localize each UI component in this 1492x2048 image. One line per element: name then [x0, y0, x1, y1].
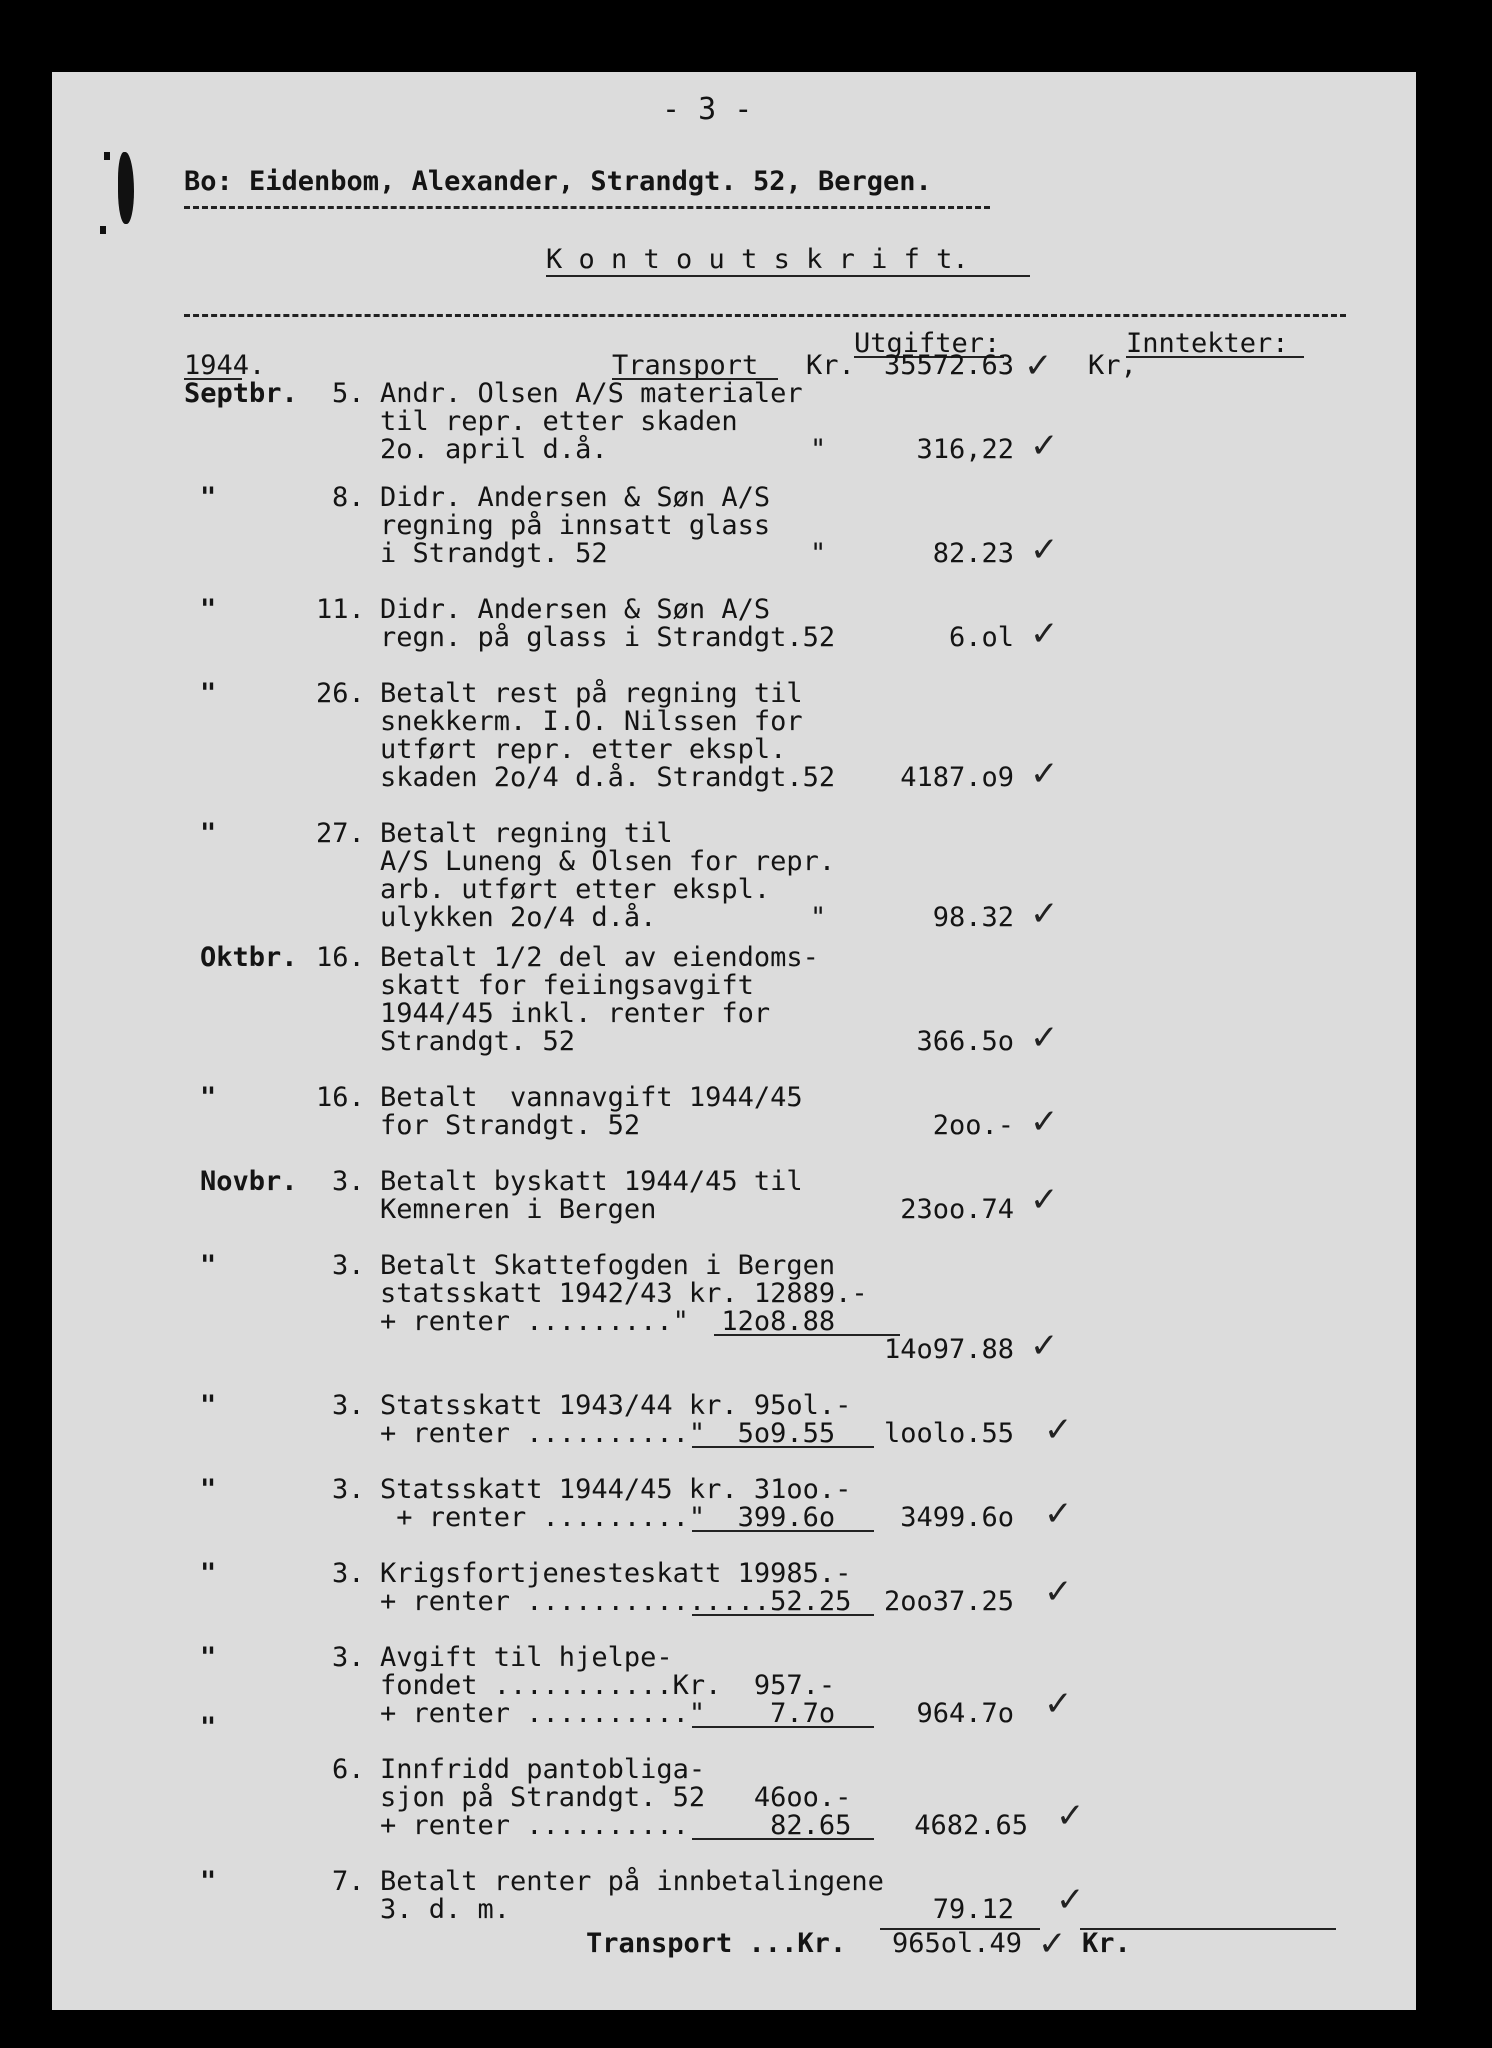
entry-text-line: Betalt renter på innbetalingene: [380, 1866, 884, 1897]
entry-text-line: Andr. Olsen A/S materialer: [380, 378, 803, 409]
subtotal-underline: [692, 1726, 874, 1728]
entry-text-line: + renter .........." 7.7o: [380, 1698, 836, 1729]
entry-text-line: for Strandgt. 52: [380, 1110, 641, 1141]
entry-amount: 2oo.-: [932, 1110, 1014, 1141]
column-header-utgifter: Utgifter:: [854, 328, 1001, 359]
entry-text-line: i Strandgt. 52: [380, 538, 608, 569]
entry-amount: 4187.o9: [900, 762, 1014, 793]
entry-month: ": [200, 1474, 217, 1505]
entry-month: ": [200, 1712, 217, 1743]
check-mark-icon: ✓: [1056, 1880, 1085, 1920]
entry-ditto-mark: ": [810, 902, 827, 933]
subtotal-underline: [692, 1446, 874, 1448]
entry-day: 16.: [316, 1082, 365, 1113]
title-underline: [546, 275, 1030, 277]
check-mark-icon: ✓: [1056, 1796, 1085, 1836]
check-mark-icon: ✓: [1030, 426, 1059, 466]
entry-month: ": [200, 1390, 217, 1421]
transport-close-inntekter-kr: Kr.: [1082, 1928, 1131, 1959]
section-dashed-rule: [184, 314, 1346, 317]
entry-text-line: Betalt regning til: [380, 818, 673, 849]
entry-text-line: statsskatt 1942/43 kr. 12889.-: [380, 1278, 868, 1309]
entry-text-line: Strandgt. 52: [380, 1026, 576, 1057]
entry-month: ": [200, 818, 217, 849]
entry-month: ": [200, 1558, 217, 1589]
entry-month: ": [200, 1082, 217, 1113]
entry-month: ": [200, 1866, 217, 1897]
entry-text-line: A/S Luneng & Olsen for repr.: [380, 846, 836, 877]
transport-close-amount: 965ol.49: [891, 1928, 1022, 1959]
entry-day: 3.: [332, 1474, 365, 1505]
check-mark-icon: ✓: [1030, 1102, 1059, 1142]
entry-text-line: Betalt 1/2 del av eiendoms-: [380, 942, 819, 973]
entry-amount: 79.12: [932, 1894, 1014, 1925]
subtotal-underline: [692, 1614, 874, 1616]
entry-day: 27.: [316, 818, 365, 849]
entry-month: ": [200, 594, 217, 625]
header-dashed-rule: [184, 206, 990, 209]
entry-month: Novbr.: [200, 1166, 298, 1197]
entry-text-line: ulykken 2o/4 d.å.: [380, 902, 657, 933]
subtotal-underline: [692, 1530, 874, 1532]
entry-day: 8.: [332, 482, 365, 513]
entry-text-line: 2o. april d.å.: [380, 434, 608, 465]
entry-text-line: utført repr. etter ekspl.: [380, 734, 787, 765]
punch-hole-mark: [118, 152, 134, 224]
check-mark-icon: ✓: [1024, 346, 1053, 386]
inntekter-underline: [1126, 356, 1304, 358]
entry-day: 7.: [332, 1866, 365, 1897]
punch-hole-dot: [100, 226, 106, 234]
entry-amount: 2oo37.25: [883, 1586, 1014, 1617]
entry-text-line: + renter ........." 12o8.88: [380, 1306, 836, 1337]
entry-month: ": [200, 482, 217, 513]
document-page: [52, 72, 1416, 2010]
entry-text-line: til repr. etter skaden: [380, 406, 738, 437]
entry-text-line: Betalt Skattefogden i Bergen: [380, 1250, 836, 1281]
subtotal-underline: [692, 1838, 874, 1840]
transport-open-inntekter-kr: Kr,: [1088, 350, 1137, 381]
entry-day: 3.: [332, 1558, 365, 1589]
entry-text-line: + renter ...............52.25: [380, 1586, 852, 1617]
entry-amount: 6.ol: [948, 622, 1014, 653]
entry-text-line: Statsskatt 1944/45 kr. 31oo.-: [380, 1474, 852, 1505]
entry-day: 3.: [332, 1166, 365, 1197]
check-mark-icon: ✓: [1038, 1924, 1067, 1964]
entry-text-line: 3. d. m.: [380, 1894, 511, 1925]
entry-text-line: + renter ........." 399.6o: [380, 1502, 836, 1533]
entry-ditto-mark: ": [810, 434, 827, 465]
entry-text-line: snekkerm. I.O. Nilssen for: [380, 706, 803, 737]
entry-amount: 366.5o: [916, 1026, 1014, 1057]
check-mark-icon: ✓: [1044, 1684, 1073, 1724]
entry-month: ": [200, 1250, 217, 1281]
document-title: K o n t o u t s k r i f t.: [546, 244, 969, 275]
entry-text-line: sjon på Strandgt. 52 46oo.-: [380, 1782, 852, 1813]
check-mark-icon: ✓: [1044, 1572, 1073, 1612]
entry-text-line: 1944/45 inkl. renter for: [380, 998, 771, 1029]
entry-amount: 964.7o: [916, 1698, 1014, 1729]
estate-header: Bo: Eidenbom, Alexander, Strandgt. 52, Bergen.: [184, 166, 932, 197]
entry-amount: 98.32: [932, 902, 1014, 933]
entry-month: ": [200, 678, 217, 709]
check-mark-icon: ✓: [1030, 530, 1059, 570]
entry-day: 11.: [316, 594, 365, 625]
entry-day: 5.: [332, 378, 365, 409]
entry-text-line: regning på innsatt glass: [380, 510, 771, 541]
entry-text-line: skatt for feiingsavgift: [380, 970, 754, 1001]
entry-amount: loolo.55: [883, 1418, 1014, 1449]
entry-text-line: regn. på glass i Strandgt.52: [380, 622, 836, 653]
entry-text-line: Didr. Andersen & Søn A/S: [380, 594, 771, 625]
entry-text-line: Krigsfortjenesteskatt 19985.-: [380, 1558, 852, 1589]
entry-text-line: Betalt rest på regning til: [380, 678, 803, 709]
entry-text-line: Didr. Andersen & Søn A/S: [380, 482, 771, 513]
entry-month: Oktbr.: [200, 942, 298, 973]
entry-text-line: skaden 2o/4 d.å. Strandgt.52: [380, 762, 836, 793]
entry-amount: 3499.6o: [900, 1502, 1014, 1533]
entry-text-line: fondet ...........Kr. 957.-: [380, 1670, 836, 1701]
check-mark-icon: ✓: [1044, 1410, 1073, 1450]
entry-day: 6.: [332, 1754, 365, 1785]
entry-amount: 82.23: [932, 538, 1014, 569]
entry-text-line: Betalt byskatt 1944/45 til: [380, 1166, 803, 1197]
transport-open-label: Transport: [612, 350, 759, 381]
transport-open-kr: Kr.: [806, 350, 855, 381]
entry-amount: 4682.65: [914, 1810, 1028, 1841]
check-mark-icon: ✓: [1044, 1494, 1073, 1534]
entry-text-line: Innfridd pantobliga-: [380, 1754, 706, 1785]
entry-day: 26.: [316, 678, 365, 709]
entry-day: 3.: [332, 1250, 365, 1281]
entry-amount: 23oo.74: [900, 1194, 1014, 1225]
entry-text-line: + renter .......... 82.65: [380, 1810, 852, 1841]
entry-text-line: Betalt vannavgift 1944/45: [380, 1082, 803, 1113]
entry-month: ": [200, 1642, 217, 1673]
check-mark-icon: ✓: [1030, 1018, 1059, 1058]
entry-amount: 316,22: [916, 434, 1014, 465]
column-header-inntekter: Inntekter:: [1126, 328, 1289, 359]
check-mark-icon: ✓: [1030, 754, 1059, 794]
check-mark-icon: ✓: [1030, 1180, 1059, 1220]
year-label: 1944.: [184, 350, 266, 381]
transport-close-label: Transport ...Kr.: [586, 1928, 847, 1959]
entry-day: 3.: [332, 1390, 365, 1421]
entry-ditto-mark: ": [810, 538, 827, 569]
entry-text-line: Kemneren i Bergen: [380, 1194, 657, 1225]
punch-hole-dot: [104, 152, 110, 160]
page-number: - 3 -: [662, 92, 753, 127]
entry-text-line: + renter .........." 5o9.55: [380, 1418, 836, 1449]
check-mark-icon: ✓: [1030, 614, 1059, 654]
entry-day: 3.: [332, 1642, 365, 1673]
entry-month: Septbr.: [184, 378, 298, 409]
entry-day: 16.: [316, 942, 365, 973]
check-mark-icon: ✓: [1030, 894, 1059, 934]
transport-open-amount: 35572.63: [883, 350, 1014, 381]
check-mark-icon: ✓: [1030, 1326, 1059, 1366]
entry-text-line: Statsskatt 1943/44 kr. 95ol.-: [380, 1390, 852, 1421]
entry-text-line: arb. utført etter ekspl.: [380, 874, 771, 905]
entry-amount: 14o97.88: [883, 1334, 1014, 1365]
entry-text-line: Avgift til hjelpe-: [380, 1642, 673, 1673]
